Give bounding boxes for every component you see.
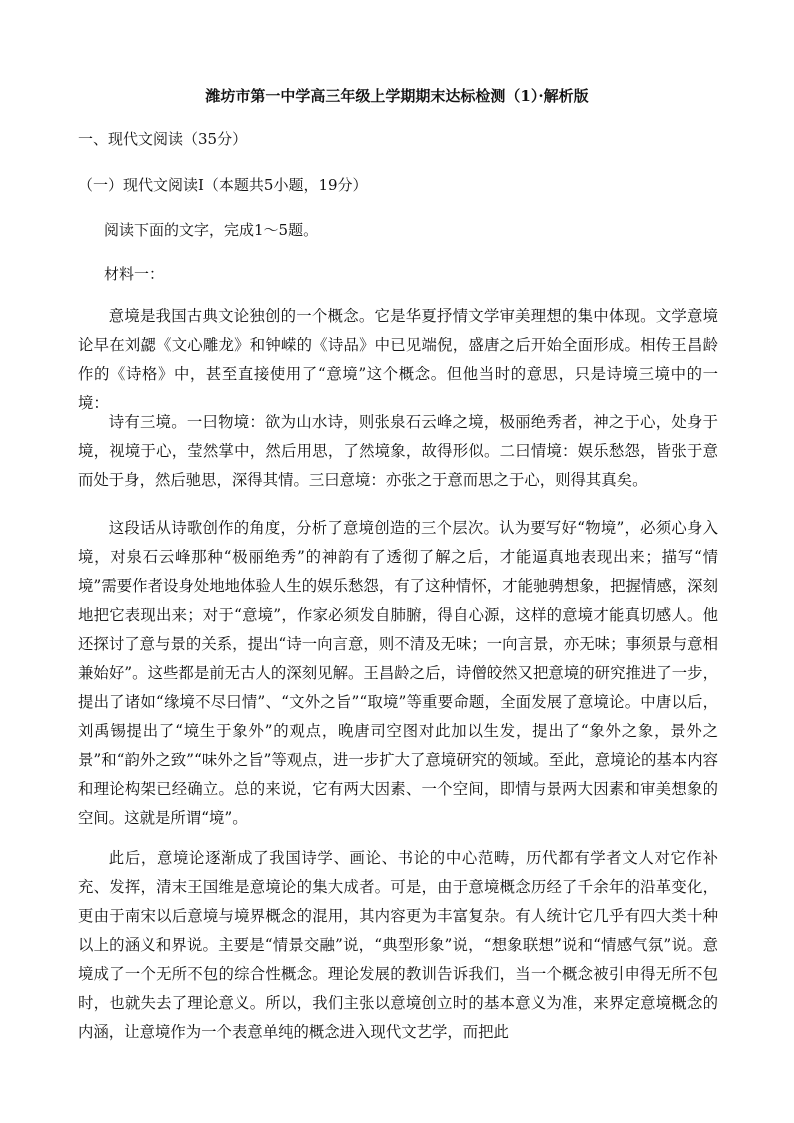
paragraph-3: 这段话从诗歌创作的角度，分析了意境创造的三个层次。认为要写好“物境”，必须心身入境，对泉石云峰那种“极丽绝秀”的神韵有了透彻了解之后，才能逼真地表现出来；描写“情境”需要作者设身处地地体验人生的娱乐愁怨，有了这种情怀，才能驰骋想象，把握情感，深刻地把它表现出来；对于“意境”，作家必须发自肺腑，得自心源，这样的意境才能真切感人。他还探讨了意与景的关系，提出“诗一向言意，则不清及无味；一向言景，亦无味；事须景与意相兼始好”。这些都是前无古人的深刻见解。王昌龄之后，诗僧皎然又把意境的研究推进了一步，提出了诸如“缘境不尽曰情”、“文外之旨”“取境”等重要命题，全面发展了意境论。中唐以后，刘禹锡提出了“境生于象外”的观点，晚唐司空图对此加以生发，提出了“象外之象，景外之景”和“韵外之致”“味外之旨”等观点，进一步扩大了意境研究的领域。至此，意境论的基本内容和理论构架已经确立。总的来说，它有两大因素、一个空间，即情与景两大因素和审美想象的空间。这就是所谓“境”。	[78, 519, 718, 827]
section-heading: 一、现代文阅读（35分）	[78, 130, 248, 148]
paragraph-4: 此后，意境论逐渐成了我国诗学、画论、书论的中心范畴，历代都有学者文人对它作补充、发挥，清末王国维是意境论的集大成者。可是，由于意境概念历经了千余年的沿革变化，更由于南宋以后意境与境界概念的混用，其内容更为丰富复杂。有人统计它几乎有四大类十种以上的涵义和界说。主要是“情景交融”说，“典型形象”说，“想象联想”说和“情感气氛”说。意境成了一个无所不包的综合性概念。理论发展的教训告诉我们，当一个概念被引申得无所不包时，也就失去了理论意义。所以，我们主张以意境创立时的基本意义为准，来界定意境概念的内涵，让意境作为一个表意单纯的概念进入现代文艺学，而把此	[78, 849, 718, 1041]
paragraph-1: 意境是我国古典文论独创的一个概念。它是华夏抒情文学审美理想的集中体现。文学意境论早在刘勰《文心雕龙》和钟嵘的《诗品》中已见端倪，盛唐之后开始全面形成。相传王昌龄作的《诗格》中，甚至直接使用了“意境”这个概念。但他当时的意思，只是诗境三境中的一境：	[78, 307, 718, 412]
instruction-text: 阅读下面的文字，完成1～5题。	[104, 221, 319, 239]
paragraph-2-quote: 诗有三境。一曰物境：欲为山水诗，则张泉石云峰之境，极丽绝秀者，神之于心，处身于境，视境于心，莹然掌中，然后用思，了然境象，故得形似。二曰情境：娱乐愁怨，皆张于意而处于身，然后驰思，深得其情。三曰意境：亦张之于意而思之于心，则得其真矣。	[78, 413, 718, 489]
subsection-heading: （一）现代文阅读Ⅰ（本题共5小题，19分）	[78, 176, 368, 194]
document-title: 潍坊市第一中学高三年级上学期期末达标检测（1）·解析版	[205, 87, 589, 105]
material-label: 材料一：	[104, 265, 165, 283]
